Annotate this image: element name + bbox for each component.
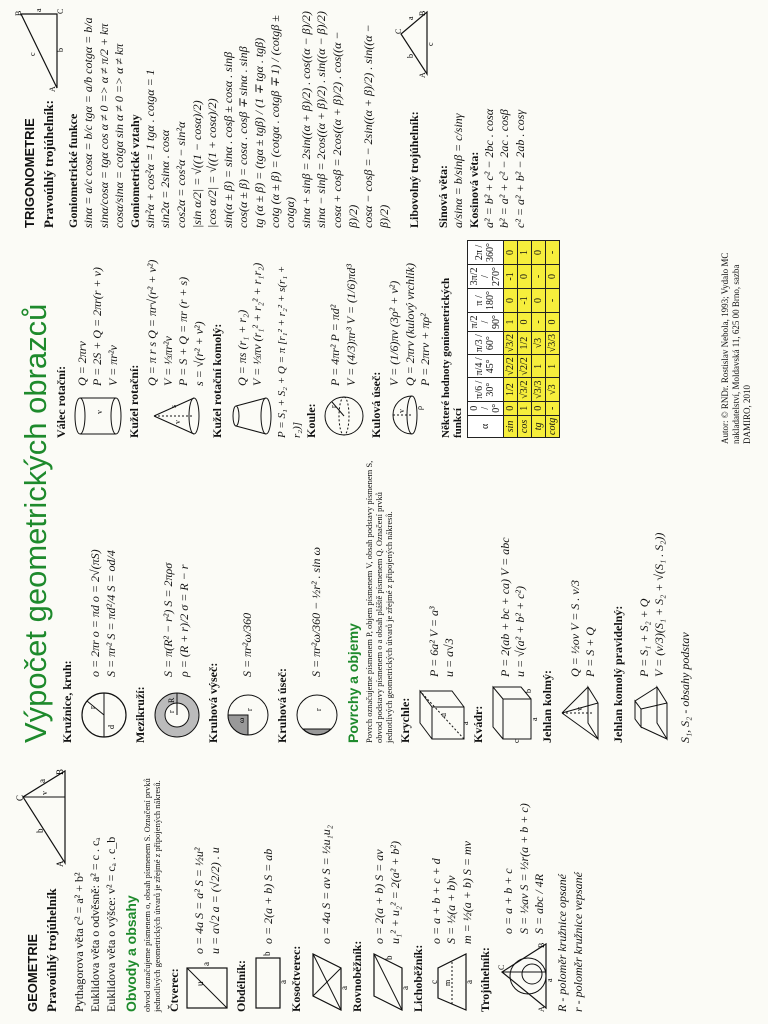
svg-text:C: C bbox=[394, 28, 404, 34]
svg-text:a: a bbox=[34, 8, 43, 12]
cube-figure bbox=[416, 683, 471, 743]
svg-text:v: v bbox=[397, 409, 407, 413]
svg-text:v: v bbox=[173, 420, 183, 424]
svg-text:B: B bbox=[55, 768, 65, 775]
euclid-leg-theorem: Euklidova věta o odvěsně: a² = c . cₐ bbox=[88, 837, 102, 1012]
trigonometry-column bbox=[0, 2, 768, 234]
table-cell: 0 bbox=[531, 288, 545, 312]
frustum-pyramid-formula-2: V = (v/3)(S₁ + S₂ + √(S₁ . S₂)) bbox=[652, 532, 667, 677]
circumradius-note: R - poloměr kružnice opsané bbox=[555, 874, 570, 1012]
bases-note: S₁, S₂ - obsahy podstav bbox=[678, 632, 693, 743]
page-title: Výpočet geometrických obrazců bbox=[18, 303, 53, 743]
cylinder-formula-2: P = 2S + Q = 2πr(r + v) bbox=[90, 267, 105, 386]
svg-text:c: c bbox=[28, 52, 37, 56]
cylinder-formula-1: Q = 2πrv bbox=[74, 341, 89, 386]
cuboid-formula-1: P = 2(ab + bc + ca) V = abc bbox=[497, 537, 512, 677]
table-cell: 1 bbox=[503, 312, 517, 331]
table-cell: √3/2 bbox=[517, 378, 531, 401]
annulus-formula-1: S = π(R² − r²) S = 2πρσ bbox=[161, 562, 176, 677]
cube-label: Krychle: bbox=[398, 697, 413, 743]
rectangle-formula: o = 2(a + b) S = ab bbox=[260, 848, 275, 944]
svg-text:a: a bbox=[200, 962, 211, 966]
geometry-heading: GEOMETRIE bbox=[24, 933, 40, 1012]
trapezoid-figure bbox=[428, 950, 474, 1012]
trapezoid-formula-2: S = ½(a + b)v bbox=[444, 875, 459, 944]
table-cell: 0 bbox=[531, 401, 545, 415]
svg-text:a: a bbox=[37, 779, 47, 783]
cube-formula-1: P = 6a² V = a³ bbox=[426, 606, 441, 677]
table-cell: 1 bbox=[517, 240, 531, 264]
svg-text:c: c bbox=[426, 42, 436, 46]
pyramid-formula-2: P = S + Q bbox=[583, 627, 598, 677]
table-row bbox=[545, 240, 559, 437]
sphere-formula-1: P = 4πr² P = πd² bbox=[328, 304, 343, 386]
cone-formula-1: Q = π r s Q = πr√(r² + v²) bbox=[145, 259, 159, 386]
table-cell: - bbox=[531, 312, 545, 331]
table-cell: - bbox=[545, 240, 559, 264]
trapezoid-formula-1: o = a + b + c + d bbox=[428, 858, 443, 944]
pyramid-label: Jehlan kolmý: bbox=[540, 669, 555, 743]
svg-text:C: C bbox=[497, 964, 507, 970]
table-cell: 0 bbox=[503, 401, 517, 415]
circle-formula-2: S = πr² S = πd²/4 S = od/4 bbox=[104, 550, 118, 677]
relation-7: cos(α ± β) = cosα . cosβ ∓ sinα . sinβ bbox=[236, 46, 251, 228]
rhombus-formula: o = 4a S = av S = ½u₁u₂ bbox=[318, 825, 333, 944]
cosine-rule-formula-2: b² = a² + c² − 2ac . cosβ bbox=[497, 109, 512, 228]
sphere-label: Koule: bbox=[303, 403, 318, 438]
svg-text:v: v bbox=[95, 410, 104, 414]
table-cell: 1/2 bbox=[517, 331, 531, 354]
svg-text:r: r bbox=[167, 710, 176, 713]
annulus-figure bbox=[151, 683, 203, 743]
relation-5: |cos α/2| = √((1 + cosα)/2) bbox=[205, 98, 220, 228]
svg-text:a: a bbox=[463, 980, 474, 984]
circle-figure bbox=[78, 683, 130, 743]
svg-text:r: r bbox=[314, 708, 323, 711]
table-cell: - bbox=[545, 288, 559, 312]
perimeters-note: obvod označujeme písmenem o, obsah písmenem S. Označení prvků jednotlivých geometrických útvarů je zřejmé z připojených nákresů. bbox=[142, 778, 162, 1012]
triangle-figure bbox=[496, 940, 555, 1012]
table-header-cell: α bbox=[467, 415, 503, 437]
svg-text:B: B bbox=[14, 10, 23, 16]
table-header-cell: π/6 / 30° bbox=[467, 378, 503, 401]
relation-8: tg (α ± β) = (tgα ± tgβ) / (1 ∓ tgα . tgβ) bbox=[251, 37, 266, 228]
svg-text:C: C bbox=[15, 794, 25, 801]
rhombus-label: Kosočtverec: bbox=[288, 945, 303, 1012]
svg-text:b: b bbox=[383, 955, 394, 960]
relation-9: cotg (α ± β) = (cotgα . cotgβ ∓ 1) / (cotgβ ± cotgα) bbox=[267, 15, 298, 228]
right-triangle-label: Pravoúhlý trojúhelník bbox=[43, 888, 59, 1012]
svg-text:ρ: ρ bbox=[415, 406, 425, 410]
table-row bbox=[503, 240, 517, 437]
table-body bbox=[503, 240, 559, 437]
svg-text:B: B bbox=[537, 942, 547, 948]
pyramid-formula-1: Q = ½ov V = S . v/3 bbox=[567, 580, 582, 677]
svg-text:a: a bbox=[406, 16, 416, 20]
trig-formula-2: sinα/cosα = tgα cos α ≠ 0 => α ≠ π/2 + kπ bbox=[96, 23, 111, 228]
euclid-height-theorem: Euklidova věta o výšce: v² = cₐ . c_b bbox=[104, 836, 118, 1012]
svg-text:B: B bbox=[418, 10, 428, 16]
inradius-note: r - poloměr kružnice vepsané bbox=[571, 872, 586, 1012]
cylinder-label: Válec rotační: bbox=[54, 365, 68, 438]
table-header-cell: 3π/2 / 270° bbox=[467, 264, 503, 288]
frustum-pyramid-formula-1: P = S₁ + S₂ + Q bbox=[636, 598, 651, 677]
cosine-rule-label: Kosinová věta: bbox=[466, 151, 481, 228]
relation-12: cosα + cosβ = 2cos((α + β)/2) . cos((α − β)/2) bbox=[329, 31, 360, 228]
cuboid-figure bbox=[489, 683, 540, 743]
cone-formula-4: s = √(r² + v²) bbox=[191, 321, 206, 386]
spherical-cap-formula-1: V = (1/6)πv (3ρ² + v²) bbox=[386, 280, 401, 386]
cuboid-label: Kvádr: bbox=[471, 705, 486, 743]
surfaces-note: Povrch označujeme písmenem P, objem písmenem V, obsah podstavy písmenem S, obvod podstavy písmenem o a obsah pláště písmenem Q. Označení prvků jednotlivých geometrických útvarů je zřejmé z připojených nákresů. bbox=[364, 460, 394, 743]
frustum-pyramid-figure bbox=[629, 683, 675, 743]
frustum-cone-formula-1: Q = πs (r₁ + r₂) bbox=[234, 309, 249, 386]
rhombus-figure bbox=[307, 950, 347, 1012]
svg-text:v: v bbox=[40, 791, 49, 795]
table-cell: -1 bbox=[517, 288, 531, 312]
rectangle-label: Obdélník: bbox=[233, 959, 248, 1012]
frustum-cone-label: Kužel rotační komolý: bbox=[210, 323, 225, 438]
sector-label: Kruhová výseč: bbox=[206, 662, 220, 743]
table-cell: √2/2 bbox=[503, 355, 517, 378]
table-cell: √2/2 bbox=[517, 355, 531, 378]
svg-text:a: a bbox=[545, 978, 555, 982]
svg-text:r: r bbox=[88, 706, 97, 709]
svg-text:A: A bbox=[418, 72, 428, 78]
cone-figure bbox=[150, 392, 202, 438]
pyramid-figure bbox=[558, 683, 608, 743]
svg-text:b: b bbox=[35, 828, 45, 833]
parallelogram-label: Rovnoběžník: bbox=[349, 940, 364, 1012]
perimeters-areas-title: Obvody a obsahy bbox=[123, 895, 139, 1012]
cylinder-figure bbox=[72, 392, 124, 438]
relation-2: sin2α = 2sinα . cosα bbox=[158, 130, 173, 228]
spherical-cap-figure bbox=[388, 392, 432, 438]
trapezoid-label: Lichoběžník: bbox=[410, 944, 425, 1012]
svg-text:A: A bbox=[48, 86, 57, 92]
table-cell: -1 bbox=[503, 264, 517, 288]
spherical-cap-formula-3: P = 2πrv + πρ² bbox=[418, 313, 433, 386]
table-header-cell: π / 180° bbox=[467, 288, 503, 312]
svg-text:R: R bbox=[167, 697, 176, 703]
gonio-relations-label: Goniometrické vztahy bbox=[127, 114, 142, 228]
table-function-cell: cotg bbox=[545, 415, 559, 437]
annulus-label: Mezikruží: bbox=[133, 686, 147, 743]
cone-formula-2: V = ⅓πr²v bbox=[160, 336, 175, 386]
parallelogram-formula-2: u₁² + u₂² = 2(a² + b²) bbox=[387, 840, 402, 944]
svg-text:ω: ω bbox=[237, 717, 246, 723]
table-cell: 1 bbox=[517, 401, 531, 415]
sector-figure bbox=[224, 683, 272, 743]
svg-text:C: C bbox=[56, 8, 65, 14]
svg-text:a: a bbox=[338, 986, 349, 990]
gonio-functions-label: Goniometrické funkce bbox=[66, 113, 80, 228]
parallelogram-formula-1: o = 2(a + b) S = av bbox=[371, 849, 386, 944]
trig-formula-3: cosα/sinα = cotgα sin α ≠ 0 => α ≠ kπ bbox=[112, 43, 127, 228]
cone-label: Kužel rotační: bbox=[127, 364, 141, 438]
cosine-rule-formula-3: c² = a² + b² − 2ab . cosγ bbox=[513, 109, 528, 228]
trig-formula-1: sinα = a/c cosα = b/c tgα = a/b cotgα = b/a bbox=[81, 17, 95, 228]
spherical-cap-label: Kulová úseč: bbox=[368, 371, 383, 438]
frustum-pyramid-label: Jehlan komolý pravidelný: bbox=[611, 605, 626, 743]
segment-figure bbox=[293, 683, 341, 743]
svg-text:b: b bbox=[261, 951, 272, 956]
svg-text:r: r bbox=[245, 708, 254, 711]
table-cell: 0 bbox=[517, 264, 531, 288]
table-function-cell: cos bbox=[517, 415, 531, 437]
sine-rule-formula: a/sinα = b/sinβ = c/sinγ bbox=[451, 113, 466, 228]
cube-formula-2: u = a√3 bbox=[442, 638, 457, 677]
cylinder-formula-3: V = πr²v bbox=[105, 345, 120, 386]
table-cell: √3 bbox=[545, 378, 559, 401]
sine-rule-label: Sinová věta: bbox=[436, 165, 451, 228]
segment-formula: S = πr²ω/360 − ½r² . sin ω bbox=[309, 546, 324, 677]
table-cell: √3/3 bbox=[545, 331, 559, 354]
svg-text:s: s bbox=[169, 404, 179, 408]
table-cell: √3/3 bbox=[531, 378, 545, 401]
table-cell: √3/2 bbox=[503, 331, 517, 354]
any-triangle-label: Libovolný trojúhelník: bbox=[406, 111, 421, 228]
frustum-cone-figure bbox=[228, 392, 272, 438]
svg-text:b: b bbox=[406, 54, 416, 58]
gonio-values-table bbox=[467, 240, 560, 438]
relation-1: sin²α + cos²α = 1 tgα . cotgα = 1 bbox=[142, 69, 157, 228]
spherical-cap-formula-2: Q = 2πrv (kulový vrchlík) bbox=[402, 263, 417, 386]
table-cell: 0 bbox=[503, 288, 517, 312]
table-cell: 1 bbox=[531, 355, 545, 378]
triangle-formula-3: S = abc / 4R bbox=[532, 873, 547, 934]
svg-text:b: b bbox=[56, 48, 65, 52]
circle-formula-1: o = 2πr o = πd o = 2√(πS) bbox=[88, 549, 103, 677]
svg-text:a: a bbox=[399, 986, 410, 990]
svg-text:c: c bbox=[428, 980, 439, 984]
svg-text:a: a bbox=[530, 717, 540, 721]
sphere-figure bbox=[322, 392, 366, 438]
svg-text:r: r bbox=[328, 405, 338, 408]
triangle-label: Trojúhelník: bbox=[478, 947, 493, 1012]
table-row bbox=[517, 240, 531, 437]
cosine-rule-formula-1: a² = b² + c² − 2bc . cosα bbox=[481, 108, 496, 228]
annulus-formula-2: ρ = (R + r)/2 σ = R − r bbox=[177, 564, 191, 677]
svg-text:b: b bbox=[524, 689, 534, 693]
right-triangle-figure bbox=[17, 767, 69, 867]
gonio-table-title: Některé hodnoty goniometrických funkcí bbox=[439, 277, 464, 438]
author-credit: Autor: © RNDr. Rostislav Nebola, 1993; Vydalo MC nakladatelství, Moldavská 11, 625 00 Brno, sazba DAMIRO, 2010 bbox=[720, 252, 752, 444]
square-figure bbox=[185, 960, 231, 1012]
svg-text:A: A bbox=[537, 1006, 547, 1012]
svg-text:u: u bbox=[439, 713, 449, 717]
geometry-column bbox=[0, 759, 768, 1024]
table-cell: 0 bbox=[545, 264, 559, 288]
surfaces-volumes-title: Povrchy a objemy bbox=[345, 623, 361, 743]
table-header-cell: π/4 / 45° bbox=[467, 355, 503, 378]
table-header-cell: π/3 / 60° bbox=[467, 331, 503, 354]
trigonometry-heading: TRIGONOMETRIE bbox=[21, 118, 37, 228]
trig-right-triangle-label: Pravoúhlý trojúhelník: bbox=[40, 100, 56, 228]
table-header-cell: 0 / 0° bbox=[467, 401, 503, 415]
table-header-row bbox=[467, 240, 503, 437]
any-triangle-figure bbox=[394, 8, 436, 78]
parallelogram-figure bbox=[368, 950, 408, 1012]
pythagoras-theorem: Pythagorova věta c² = a² + b² bbox=[72, 872, 86, 1012]
frustum-cone-formula-3: P = S₁ + S₂ + Q = π [r₁² + r₂² + s(r₁ + r₂)] bbox=[276, 265, 303, 438]
cone-formula-3: P = S + Q = πr (r + s) bbox=[176, 276, 191, 386]
segment-label: Kruhová úseč: bbox=[275, 668, 289, 743]
table-row bbox=[531, 240, 545, 437]
table-header-cell: 2π / 360° bbox=[467, 240, 503, 264]
cuboid-formula-2: u = √(a² + b² + c²) bbox=[513, 586, 528, 677]
table-cell: - bbox=[531, 264, 545, 288]
svg-text:A: A bbox=[55, 860, 65, 867]
frustum-cone-formula-2: V = ⅓πv (r₁² + r₂² + r₁r₂) bbox=[250, 262, 265, 386]
svg-text:v: v bbox=[575, 707, 585, 711]
table-cell: 0 bbox=[517, 312, 531, 331]
svg-text:a: a bbox=[277, 980, 288, 984]
table-cell: 1 bbox=[545, 355, 559, 378]
square-formula-1: o = 4a S = a² S = ½u² bbox=[191, 847, 206, 954]
table-cell: 0 bbox=[545, 312, 559, 331]
svg-text:a: a bbox=[461, 721, 471, 725]
svg-text:m: m bbox=[442, 979, 452, 986]
square-formula-2: u = a√2 a = (√2/2) . u bbox=[207, 847, 222, 954]
table-function-cell: sin bbox=[503, 415, 517, 437]
trig-right-triangle-figure bbox=[14, 8, 65, 92]
table-cell: 0 bbox=[503, 240, 517, 264]
rectangle-figure bbox=[252, 950, 286, 1012]
relation-10: sinα + sinβ = 2sin((α + β)/2) . cos((α − β)/2) bbox=[298, 11, 313, 228]
relation-3: cos2α = cos²α − sin²α bbox=[173, 121, 188, 228]
table-cell: 0 bbox=[531, 240, 545, 264]
table-cell: - bbox=[545, 401, 559, 415]
triangle-formula-2: S = ½av S = ½r(a + b + c) bbox=[516, 803, 531, 934]
table-cell: 1/2 bbox=[503, 378, 517, 401]
relation-11: sinα − sinβ = 2cos((α + β)/2) . sin((α − β)/2) bbox=[314, 11, 329, 228]
relation-4: |sin α/2| = √((1 − cosα)/2) bbox=[189, 100, 204, 228]
square-label: Čtverec: bbox=[166, 968, 181, 1012]
table-function-cell: tg bbox=[531, 415, 545, 437]
trapezoid-formula-3: m = ½(a + b) S = mv bbox=[459, 841, 474, 944]
sector-formula: S = πr²ω/360 bbox=[240, 612, 255, 677]
table-header-cell: π/2 / 90° bbox=[467, 312, 503, 331]
relation-6: sin(α ± β) = sinα . cosβ ± cosα . sinβ bbox=[220, 51, 235, 228]
svg-text:c: c bbox=[512, 739, 522, 743]
svg-text:d: d bbox=[107, 725, 116, 729]
sphere-formula-2: V = (4/3)πr³ V = (1/6)πd³ bbox=[343, 264, 358, 386]
circle-label: Kružnice, kruh: bbox=[60, 660, 74, 743]
triangle-formula-1: o = a + b + c bbox=[500, 868, 515, 934]
table-cell: √3 bbox=[531, 331, 545, 354]
relation-13: cosα − cosβ = − 2sin((α + β)/2) . sin((α − β)/2) bbox=[361, 24, 391, 228]
solids-column bbox=[0, 244, 768, 444]
svg-text:u: u bbox=[194, 981, 205, 986]
